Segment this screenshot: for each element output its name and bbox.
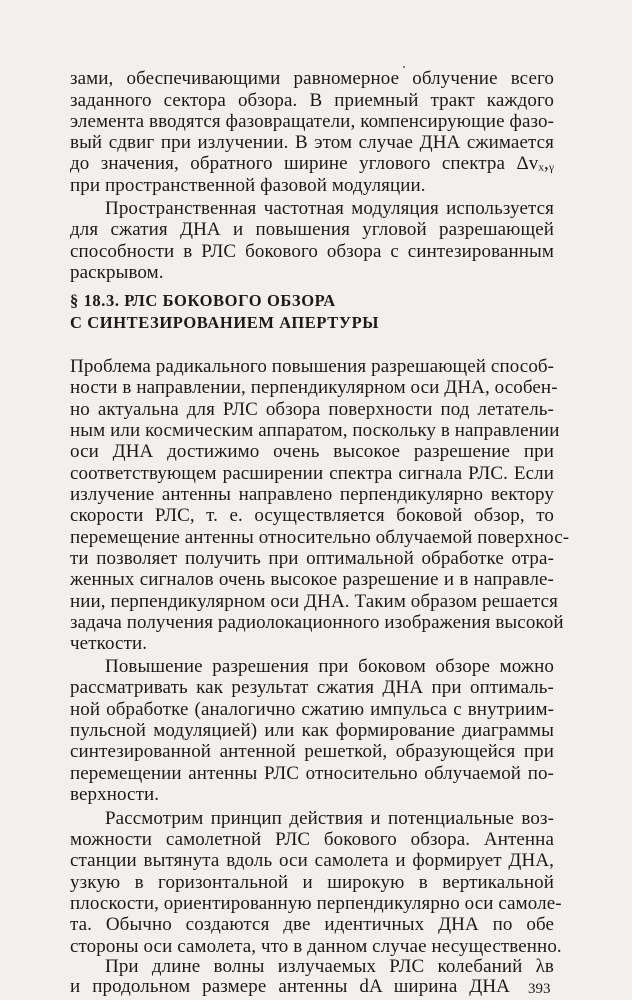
text-line: элемента вводятся фазовращатели, компенсирующие фазо- (70, 111, 554, 132)
text-line: ти позволяет получить при оптимальной обработке отра- (70, 548, 554, 569)
text-line: способности в РЛС бокового обзора с синтезированным (70, 241, 554, 262)
text-line: ности в направлении, перпендикулярном оси ДНА, особен- (70, 377, 558, 398)
text-line: ной обработке (аналогично сжатию импульса с внутриим- (70, 699, 554, 720)
text-line: При длине волны излучаемых РЛС колебаний λв (105, 956, 554, 977)
text-line: перемещении антенны РЛС относительно облучаемой по- (70, 763, 554, 784)
page-number: 393 (528, 981, 551, 997)
text-line: та. Обычно создаются две идентичных ДНА по обе (70, 914, 554, 935)
text-line: стороны оси самолета, что в данном случае несущественно. (70, 936, 562, 957)
text-line: при пространственной фазовой модуляции. (70, 175, 426, 196)
text-line: вый сдвиг при излучении. В этом случае ДНА сжимается (70, 132, 554, 153)
text-line: скорости РЛС, т. е. осуществляется боковой обзор, то (70, 505, 554, 526)
text-line: верхности. (70, 784, 160, 805)
text-line: до значения, обратного ширине углового спектра Δvₓ,ᵧ (70, 153, 554, 174)
text-line: для сжатия ДНА и повышения угловой разрешающей (70, 219, 554, 240)
text-line: четкости. (70, 633, 148, 654)
text-line: но актуальна для РЛС обзора поверхности под летатель- (70, 399, 554, 420)
text-line: Повышение разрешения при боковом обзоре можно (105, 656, 554, 677)
text-line: рассматривать как результат сжатия ДНА при оптималь- (70, 677, 554, 698)
text-line: Пространственная частотная модуляция используется (105, 198, 554, 219)
text-line: Проблема радикального повышения разрешающей способ- (70, 356, 555, 377)
text-line: узкую в горизонтальной и широкую в вертикальной (70, 872, 554, 893)
text-line: зами, обеспечивающими равномерное облучение всего (70, 68, 554, 89)
text-line: синтезированной антенной решеткой, образующейся при (70, 741, 554, 762)
text-line: соответствующем расширении спектра сигнала РЛС. Если (70, 463, 554, 484)
section-heading-line-1: § 18.3. РЛС БОКОВОГО ОБЗОРА (70, 291, 336, 310)
text-line: станции вытянута вдоль оси самолета и формирует ДНА, (70, 850, 554, 871)
text-line: нии, перпендикулярном оси ДНА. Таким образом решается (70, 591, 558, 612)
text-line: плоскости, ориентированную перпендикулярно оси самоле- (70, 893, 562, 914)
text-line: заданного сектора обзора. В приемный тракт каждого (70, 90, 554, 111)
text-line: задача получения радиолокационного изображения высокой (70, 612, 564, 633)
text-line: излучение антенны направлено перпендикулярно вектору (70, 484, 554, 505)
text-line: раскрывом. (70, 262, 164, 283)
text-line: оси ДНА достижимо очень высокое разрешение при (70, 441, 554, 462)
text-line: Рассмотрим принцип действия и потенциальные воз- (105, 808, 554, 829)
text-line: женных сигналов очень высокое разрешение и в направле- (70, 569, 554, 590)
text-line: перемещение антенны относительно облучаемой поверхнос- (70, 527, 570, 548)
text-line: пульсной модуляцией) или как формирование диаграммы (70, 720, 554, 741)
section-heading-line-2: С СИНТЕЗИРОВАНИЕМ АПЕРТУРЫ (70, 313, 380, 332)
text-line: и продольном размере антенны dA ширина ДНА (70, 976, 510, 997)
text-line: можности самолетной РЛС бокового обзора. Антенна (70, 829, 554, 850)
text-line: ным или космическим аппаратом, поскольку в направлении (70, 420, 560, 441)
